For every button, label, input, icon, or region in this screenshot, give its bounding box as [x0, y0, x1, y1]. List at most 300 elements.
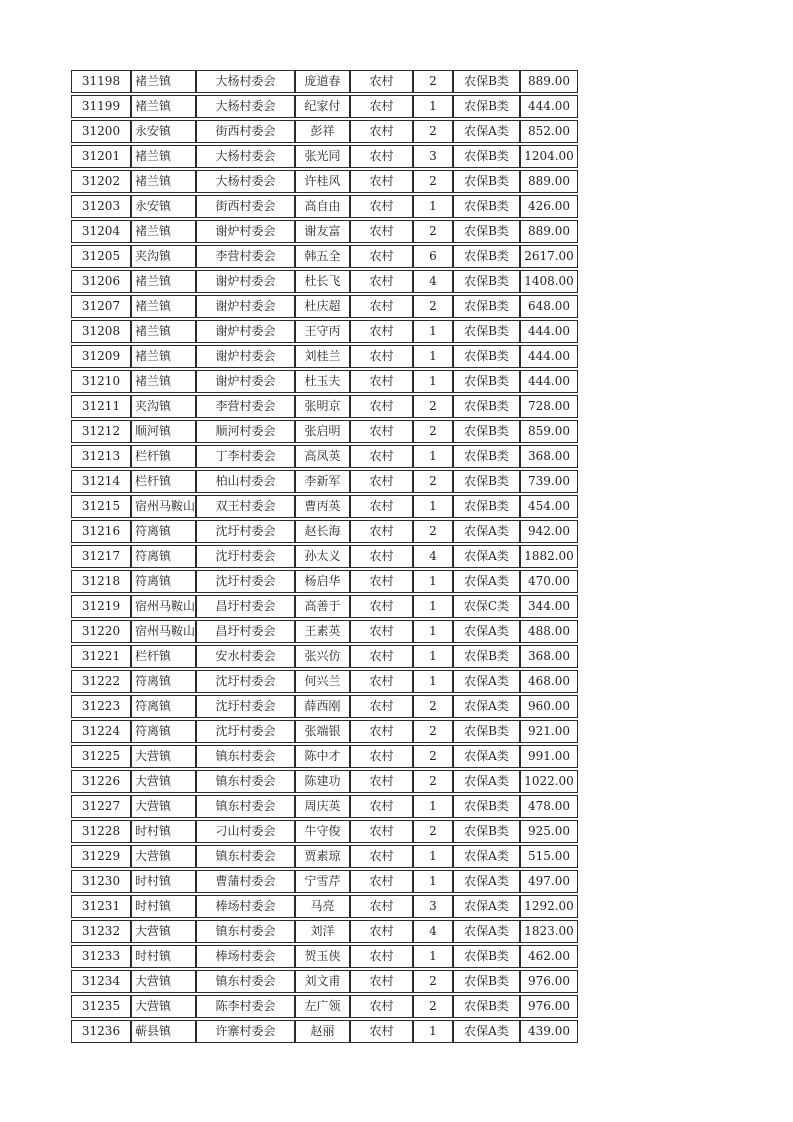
cell-town: 褚兰镇 — [131, 370, 196, 393]
cell-record-id: 31225 — [71, 745, 131, 768]
cell-record-id: 31215 — [71, 495, 131, 518]
cell-residence-type: 农村 — [350, 495, 413, 518]
cell-person-name: 贾素琼 — [295, 845, 350, 868]
cell-amount: 942.00 — [520, 520, 578, 543]
cell-record-id: 31216 — [71, 520, 131, 543]
cell-village-committee: 镇东村委会 — [196, 970, 295, 993]
cell-town: 大营镇 — [131, 995, 196, 1018]
cell-record-id: 31235 — [71, 995, 131, 1018]
cell-insurance-category: 农保B类 — [453, 170, 520, 193]
cell-town: 时村镇 — [131, 895, 196, 918]
cell-residence-type: 农村 — [350, 320, 413, 343]
cell-person-name: 韩五全 — [295, 245, 350, 268]
cell-town: 大营镇 — [131, 745, 196, 768]
cell-record-id: 31202 — [71, 170, 131, 193]
cell-town: 时村镇 — [131, 870, 196, 893]
cell-town: 褚兰镇 — [131, 295, 196, 318]
cell-village-committee: 大杨村委会 — [196, 95, 295, 118]
cell-person-name: 纪家付 — [295, 95, 350, 118]
cell-insurance-category: 农保B类 — [453, 645, 520, 668]
cell-person-count: 1 — [413, 945, 453, 968]
cell-residence-type: 农村 — [350, 770, 413, 793]
cell-insurance-category: 农保B类 — [453, 995, 520, 1018]
cell-village-committee: 大杨村委会 — [196, 145, 295, 168]
cell-insurance-category: 农保B类 — [453, 420, 520, 443]
document-page — [71, 68, 578, 1045]
cell-record-id: 31211 — [71, 395, 131, 418]
cell-residence-type: 农村 — [350, 70, 413, 93]
cell-insurance-category: 农保A类 — [453, 745, 520, 768]
cell-record-id: 31224 — [71, 720, 131, 743]
cell-village-committee: 谢炉村委会 — [196, 370, 295, 393]
cell-town: 褚兰镇 — [131, 345, 196, 368]
table-row — [71, 370, 578, 393]
cell-person-name: 张启明 — [295, 420, 350, 443]
cell-record-id: 31221 — [71, 645, 131, 668]
table-row — [71, 295, 578, 318]
cell-person-name: 曹丙英 — [295, 495, 350, 518]
cell-village-committee: 大杨村委会 — [196, 70, 295, 93]
cell-insurance-category: 农保B类 — [453, 495, 520, 518]
cell-village-committee: 双王村委会 — [196, 495, 295, 518]
cell-insurance-category: 农保B类 — [453, 145, 520, 168]
table-row — [71, 895, 578, 918]
cell-person-name: 左广领 — [295, 995, 350, 1018]
cell-residence-type: 农村 — [350, 570, 413, 593]
cell-insurance-category: 农保B类 — [453, 445, 520, 468]
table-row — [71, 120, 578, 143]
cell-record-id: 31233 — [71, 945, 131, 968]
cell-record-id: 31228 — [71, 820, 131, 843]
table-row — [71, 845, 578, 868]
cell-amount: 1882.00 — [520, 545, 578, 568]
cell-person-count: 2 — [413, 470, 453, 493]
cell-record-id: 31199 — [71, 95, 131, 118]
table-row — [71, 95, 578, 118]
cell-person-name: 陈建功 — [295, 770, 350, 793]
cell-residence-type: 农村 — [350, 245, 413, 268]
cell-person-name: 张兴仿 — [295, 645, 350, 668]
cell-town: 大营镇 — [131, 795, 196, 818]
cell-village-committee: 棒场村委会 — [196, 895, 295, 918]
cell-amount: 1204.00 — [520, 145, 578, 168]
cell-person-count: 2 — [413, 220, 453, 243]
table-row — [71, 795, 578, 818]
cell-insurance-category: 农保B类 — [453, 95, 520, 118]
cell-town: 大营镇 — [131, 970, 196, 993]
cell-amount: 925.00 — [520, 820, 578, 843]
cell-person-name: 王守丙 — [295, 320, 350, 343]
table-row — [71, 695, 578, 718]
cell-amount: 470.00 — [520, 570, 578, 593]
cell-amount: 468.00 — [520, 670, 578, 693]
benefits-table — [71, 68, 578, 1045]
cell-village-committee: 沈圩村委会 — [196, 670, 295, 693]
cell-village-committee: 镇东村委会 — [196, 795, 295, 818]
cell-record-id: 31213 — [71, 445, 131, 468]
cell-record-id: 31198 — [71, 70, 131, 93]
cell-record-id: 31223 — [71, 695, 131, 718]
cell-residence-type: 农村 — [350, 345, 413, 368]
cell-amount: 1292.00 — [520, 895, 578, 918]
cell-insurance-category: 农保A类 — [453, 870, 520, 893]
cell-amount: 444.00 — [520, 345, 578, 368]
cell-village-committee: 镇东村委会 — [196, 770, 295, 793]
cell-person-count: 1 — [413, 570, 453, 593]
cell-residence-type: 农村 — [350, 445, 413, 468]
cell-person-count: 2 — [413, 695, 453, 718]
cell-record-id: 31208 — [71, 320, 131, 343]
cell-village-committee: 沈圩村委会 — [196, 720, 295, 743]
cell-village-committee: 谢炉村委会 — [196, 220, 295, 243]
cell-insurance-category: 农保A类 — [453, 620, 520, 643]
cell-amount: 368.00 — [520, 645, 578, 668]
cell-amount: 497.00 — [520, 870, 578, 893]
cell-person-count: 2 — [413, 395, 453, 418]
cell-record-id: 31212 — [71, 420, 131, 443]
cell-person-name: 赵丽 — [295, 1020, 350, 1043]
cell-insurance-category: 农保B类 — [453, 270, 520, 293]
cell-person-name: 李新军 — [295, 470, 350, 493]
cell-person-count: 1 — [413, 320, 453, 343]
cell-person-count: 2 — [413, 820, 453, 843]
cell-amount: 2617.00 — [520, 245, 578, 268]
cell-residence-type: 农村 — [350, 420, 413, 443]
cell-town: 符离镇 — [131, 570, 196, 593]
cell-person-count: 1 — [413, 370, 453, 393]
cell-person-name: 庞道春 — [295, 70, 350, 93]
cell-village-committee: 谢炉村委会 — [196, 345, 295, 368]
table-row — [71, 145, 578, 168]
table-row — [71, 420, 578, 443]
cell-person-name: 马亮 — [295, 895, 350, 918]
cell-person-name: 杨启华 — [295, 570, 350, 593]
cell-village-committee: 安水村委会 — [196, 645, 295, 668]
cell-village-committee: 昌圩村委会 — [196, 620, 295, 643]
cell-record-id: 31218 — [71, 570, 131, 593]
cell-insurance-category: 农保A类 — [453, 920, 520, 943]
cell-record-id: 31220 — [71, 620, 131, 643]
cell-person-name: 宁雪芹 — [295, 870, 350, 893]
cell-insurance-category: 农保B类 — [453, 395, 520, 418]
cell-residence-type: 农村 — [350, 670, 413, 693]
cell-town: 永安镇 — [131, 120, 196, 143]
cell-town: 顺河镇 — [131, 420, 196, 443]
cell-town: 时村镇 — [131, 820, 196, 843]
cell-record-id: 31200 — [71, 120, 131, 143]
cell-insurance-category: 农保B类 — [453, 945, 520, 968]
cell-residence-type: 农村 — [350, 595, 413, 618]
cell-amount: 444.00 — [520, 95, 578, 118]
cell-person-name: 孙太义 — [295, 545, 350, 568]
cell-insurance-category: 农保B类 — [453, 195, 520, 218]
cell-amount: 852.00 — [520, 120, 578, 143]
table-row — [71, 920, 578, 943]
cell-record-id: 31203 — [71, 195, 131, 218]
table-row — [71, 945, 578, 968]
cell-insurance-category: 农保B类 — [453, 245, 520, 268]
cell-person-count: 1 — [413, 1020, 453, 1043]
cell-residence-type: 农村 — [350, 145, 413, 168]
cell-village-committee: 镇东村委会 — [196, 920, 295, 943]
cell-person-count: 1 — [413, 95, 453, 118]
cell-amount: 859.00 — [520, 420, 578, 443]
table-row — [71, 195, 578, 218]
table-row — [71, 245, 578, 268]
cell-town: 符离镇 — [131, 520, 196, 543]
cell-village-committee: 昌圩村委会 — [196, 595, 295, 618]
cell-person-count: 4 — [413, 545, 453, 568]
cell-person-count: 2 — [413, 745, 453, 768]
cell-person-count: 2 — [413, 520, 453, 543]
cell-amount: 515.00 — [520, 845, 578, 868]
cell-person-count: 1 — [413, 495, 453, 518]
table-row — [71, 720, 578, 743]
cell-town: 时村镇 — [131, 945, 196, 968]
cell-record-id: 31227 — [71, 795, 131, 818]
cell-residence-type: 农村 — [350, 195, 413, 218]
cell-amount: 889.00 — [520, 220, 578, 243]
cell-person-count: 4 — [413, 920, 453, 943]
table-row — [71, 345, 578, 368]
cell-record-id: 31231 — [71, 895, 131, 918]
cell-village-committee: 镇东村委会 — [196, 845, 295, 868]
cell-town: 符离镇 — [131, 670, 196, 693]
cell-person-name: 高自由 — [295, 195, 350, 218]
cell-insurance-category: 农保B类 — [453, 320, 520, 343]
cell-amount: 889.00 — [520, 70, 578, 93]
table-row — [71, 170, 578, 193]
cell-village-committee: 谢炉村委会 — [196, 270, 295, 293]
cell-town: 褚兰镇 — [131, 320, 196, 343]
cell-person-count: 1 — [413, 870, 453, 893]
cell-village-committee: 谢炉村委会 — [196, 320, 295, 343]
cell-residence-type: 农村 — [350, 470, 413, 493]
cell-person-count: 1 — [413, 595, 453, 618]
cell-town: 大营镇 — [131, 920, 196, 943]
cell-village-committee: 李营村委会 — [196, 245, 295, 268]
cell-village-committee: 刁山村委会 — [196, 820, 295, 843]
cell-amount: 478.00 — [520, 795, 578, 818]
cell-town: 宿州马鞍山 — [131, 620, 196, 643]
cell-insurance-category: 农保B类 — [453, 720, 520, 743]
cell-amount: 976.00 — [520, 970, 578, 993]
cell-insurance-category: 农保A类 — [453, 770, 520, 793]
table-row — [71, 220, 578, 243]
cell-person-count: 2 — [413, 70, 453, 93]
cell-residence-type: 农村 — [350, 820, 413, 843]
cell-residence-type: 农村 — [350, 895, 413, 918]
cell-person-count: 2 — [413, 995, 453, 1018]
cell-record-id: 31222 — [71, 670, 131, 693]
cell-town: 永安镇 — [131, 195, 196, 218]
cell-amount: 1022.00 — [520, 770, 578, 793]
cell-amount: 426.00 — [520, 195, 578, 218]
cell-residence-type: 农村 — [350, 120, 413, 143]
cell-person-name: 周庆英 — [295, 795, 350, 818]
cell-person-name: 薛西刚 — [295, 695, 350, 718]
cell-village-committee: 沈圩村委会 — [196, 695, 295, 718]
cell-residence-type: 农村 — [350, 520, 413, 543]
table-row — [71, 520, 578, 543]
cell-person-name: 张光同 — [295, 145, 350, 168]
cell-person-name: 刘文甫 — [295, 970, 350, 993]
cell-person-count: 2 — [413, 120, 453, 143]
cell-insurance-category: 农保A类 — [453, 545, 520, 568]
cell-insurance-category: 农保C类 — [453, 595, 520, 618]
cell-village-committee: 街西村委会 — [196, 195, 295, 218]
cell-town: 夹沟镇 — [131, 395, 196, 418]
cell-person-count: 2 — [413, 295, 453, 318]
table-row — [71, 595, 578, 618]
table-row — [71, 995, 578, 1018]
cell-insurance-category: 农保A类 — [453, 1020, 520, 1043]
cell-insurance-category: 农保B类 — [453, 370, 520, 393]
cell-insurance-category: 农保A类 — [453, 895, 520, 918]
cell-insurance-category: 农保A类 — [453, 570, 520, 593]
cell-residence-type: 农村 — [350, 270, 413, 293]
cell-village-committee: 镇东村委会 — [196, 745, 295, 768]
cell-record-id: 31205 — [71, 245, 131, 268]
cell-person-name: 陈中才 — [295, 745, 350, 768]
cell-amount: 1823.00 — [520, 920, 578, 943]
cell-village-committee: 柏山村委会 — [196, 470, 295, 493]
cell-town: 褚兰镇 — [131, 220, 196, 243]
table-row — [71, 320, 578, 343]
cell-person-name: 谢友富 — [295, 220, 350, 243]
cell-person-count: 1 — [413, 795, 453, 818]
cell-insurance-category: 农保B类 — [453, 295, 520, 318]
cell-record-id: 31209 — [71, 345, 131, 368]
cell-town: 褚兰镇 — [131, 170, 196, 193]
cell-record-id: 31214 — [71, 470, 131, 493]
cell-person-name: 许桂风 — [295, 170, 350, 193]
cell-person-name: 高善于 — [295, 595, 350, 618]
table-row — [71, 70, 578, 93]
cell-record-id: 31204 — [71, 220, 131, 243]
cell-residence-type: 农村 — [350, 845, 413, 868]
cell-amount: 648.00 — [520, 295, 578, 318]
cell-village-committee: 李营村委会 — [196, 395, 295, 418]
cell-town: 大营镇 — [131, 770, 196, 793]
cell-person-name: 赵长海 — [295, 520, 350, 543]
cell-insurance-category: 农保A类 — [453, 845, 520, 868]
cell-person-count: 2 — [413, 420, 453, 443]
cell-person-count: 1 — [413, 845, 453, 868]
cell-amount: 976.00 — [520, 995, 578, 1018]
cell-person-name: 何兴兰 — [295, 670, 350, 693]
cell-person-name: 贺玉侠 — [295, 945, 350, 968]
table-row — [71, 470, 578, 493]
cell-amount: 991.00 — [520, 745, 578, 768]
cell-insurance-category: 农保A类 — [453, 695, 520, 718]
cell-person-count: 1 — [413, 645, 453, 668]
cell-person-count: 2 — [413, 720, 453, 743]
cell-town: 大营镇 — [131, 845, 196, 868]
table-row — [71, 495, 578, 518]
cell-record-id: 31230 — [71, 870, 131, 893]
cell-person-name: 彭祥 — [295, 120, 350, 143]
cell-village-committee: 沈圩村委会 — [196, 520, 295, 543]
cell-person-name: 张明京 — [295, 395, 350, 418]
cell-town: 蕲县镇 — [131, 1020, 196, 1043]
cell-insurance-category: 农保B类 — [453, 70, 520, 93]
table-row — [71, 970, 578, 993]
cell-amount: 368.00 — [520, 445, 578, 468]
cell-town: 褚兰镇 — [131, 70, 196, 93]
cell-amount: 889.00 — [520, 170, 578, 193]
cell-town: 宿州马鞍山 — [131, 595, 196, 618]
cell-record-id: 31207 — [71, 295, 131, 318]
table-row — [71, 545, 578, 568]
cell-record-id: 31226 — [71, 770, 131, 793]
cell-person-count: 3 — [413, 145, 453, 168]
table-row — [71, 620, 578, 643]
cell-village-committee: 陈李村委会 — [196, 995, 295, 1018]
cell-residence-type: 农村 — [350, 370, 413, 393]
cell-village-committee: 沈圩村委会 — [196, 570, 295, 593]
cell-insurance-category: 农保B类 — [453, 470, 520, 493]
table-row — [71, 645, 578, 668]
cell-town: 夹沟镇 — [131, 245, 196, 268]
cell-person-count: 1 — [413, 620, 453, 643]
table-row — [71, 745, 578, 768]
table-row — [71, 270, 578, 293]
cell-insurance-category: 农保B类 — [453, 345, 520, 368]
cell-residence-type: 农村 — [350, 220, 413, 243]
table-row — [71, 395, 578, 418]
cell-town: 符离镇 — [131, 545, 196, 568]
cell-amount: 488.00 — [520, 620, 578, 643]
cell-residence-type: 农村 — [350, 745, 413, 768]
benefits-table-body — [71, 70, 578, 1043]
cell-town: 宿州马鞍山 — [131, 495, 196, 518]
cell-town: 栏杆镇 — [131, 645, 196, 668]
cell-person-count: 4 — [413, 270, 453, 293]
cell-person-name: 张端银 — [295, 720, 350, 743]
cell-residence-type: 农村 — [350, 995, 413, 1018]
table-row — [71, 445, 578, 468]
cell-amount: 739.00 — [520, 470, 578, 493]
cell-amount: 960.00 — [520, 695, 578, 718]
cell-amount: 921.00 — [520, 720, 578, 743]
cell-insurance-category: 农保B类 — [453, 795, 520, 818]
cell-amount: 444.00 — [520, 370, 578, 393]
cell-residence-type: 农村 — [350, 620, 413, 643]
cell-person-name: 刘桂兰 — [295, 345, 350, 368]
cell-residence-type: 农村 — [350, 720, 413, 743]
cell-village-committee: 棒场村委会 — [196, 945, 295, 968]
cell-amount: 1408.00 — [520, 270, 578, 293]
table-row — [71, 870, 578, 893]
cell-record-id: 31210 — [71, 370, 131, 393]
table-row — [71, 570, 578, 593]
cell-record-id: 31219 — [71, 595, 131, 618]
cell-person-name: 杜长飞 — [295, 270, 350, 293]
cell-person-count: 1 — [413, 670, 453, 693]
cell-record-id: 31234 — [71, 970, 131, 993]
cell-town: 褚兰镇 — [131, 270, 196, 293]
cell-village-committee: 顺河村委会 — [196, 420, 295, 443]
cell-village-committee: 街西村委会 — [196, 120, 295, 143]
cell-record-id: 31217 — [71, 545, 131, 568]
cell-person-count: 6 — [413, 245, 453, 268]
cell-amount: 344.00 — [520, 595, 578, 618]
cell-amount: 444.00 — [520, 320, 578, 343]
cell-person-count: 2 — [413, 170, 453, 193]
table-row — [71, 770, 578, 793]
cell-person-name: 高凤英 — [295, 445, 350, 468]
